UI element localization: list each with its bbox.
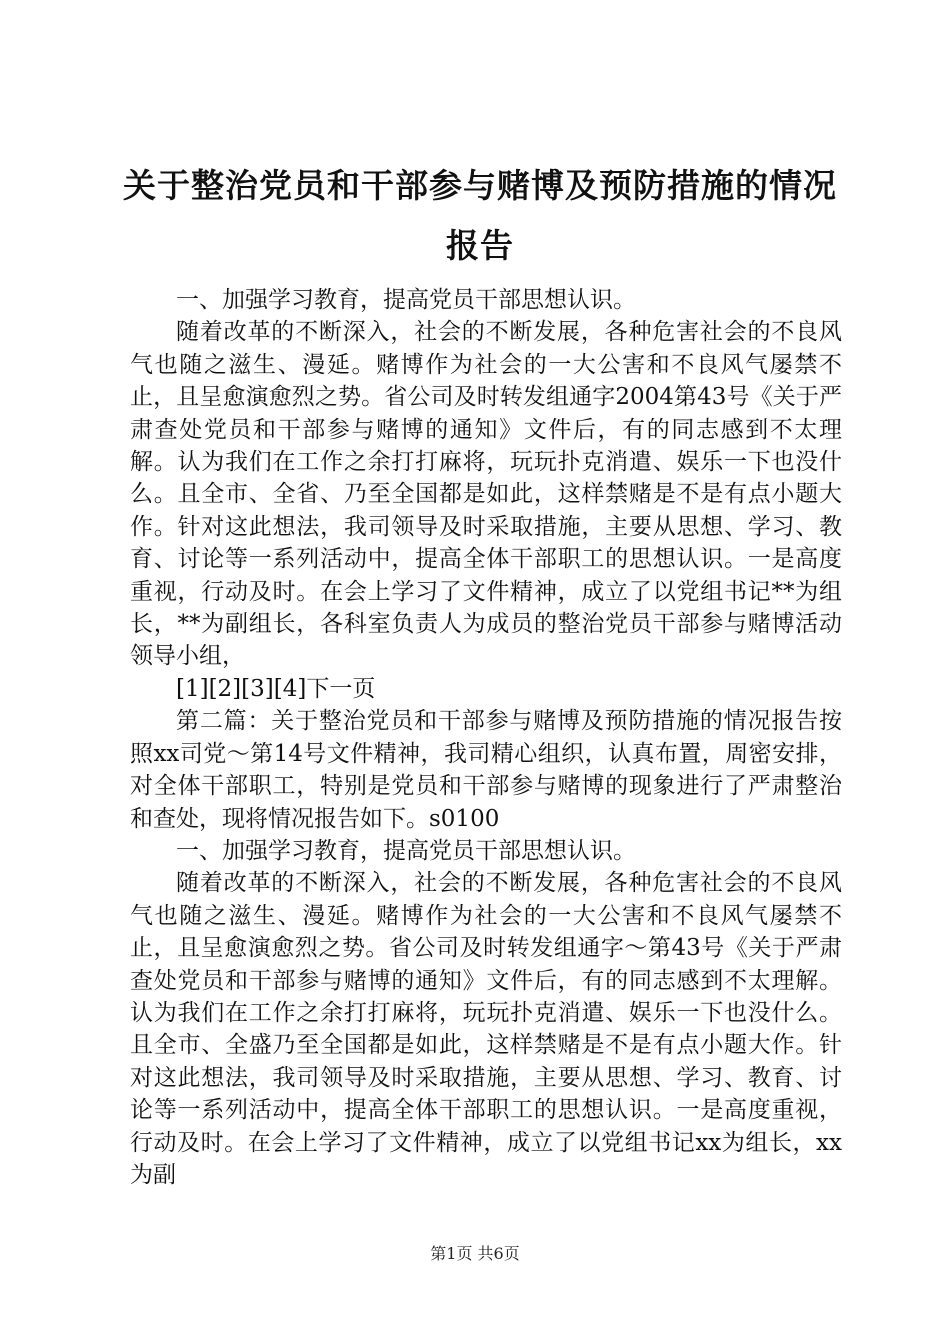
page-navigation-links[interactable]: [1][2][3][4]下一页 bbox=[176, 675, 376, 702]
document-body bbox=[130, 284, 842, 1191]
body-paragraph: 随着改革的不断深入，社会的不断发展，各种危害社会的不良风气也随之滋生、漫延。赌博作为社会的一大公害和不良风气屡禁不止，且呈愈演愈烈之势。省公司及时转发组通字～第43号《关于严肃查处党员和干部参与赌博的通知》文件后，有的同志感到不太理解。认为我们在工作之余打打麻将，玩玩扑克消遣、娱乐一下也没什么。且全市、全盛乃至全国都是如此，这样禁赌是不是有点小题大作。针对这此想法，我司领导及时采取措施，主要从思想、学习、教育、讨论等一系列活动中，提高全体干部职工的思想认识。一是高度重视，行动及时。在会上学习了文件精神，成立了以党组书记xx为组长，xx为副 bbox=[130, 870, 842, 1188]
page-number-footer: 第1页 共6页 bbox=[430, 1244, 520, 1263]
document-title: 关于整治党员和干部参与赌博及预防措施的情况报告 bbox=[123, 166, 837, 265]
body-paragraph: 第二篇：关于整治党员和干部参与赌博及预防措施的情况报告按照xx司党～第14号文件精神，我司精心组织，认真布置，周密安排，对全体干部职工，特别是党员和干部参与赌博的现象进行了严肃整治和查处，现将情况报告如下。s0100 bbox=[130, 708, 842, 832]
body-paragraph: 随着改革的不断深入，社会的不断发展，各种危害社会的不良风气也随之滋生、漫延。赌博作为社会的一大公害和不良风气屡禁不止，且呈愈演愈烈之势。省公司及时转发组通字2004第43号《关于严肃查处党员和干部参与赌博的通知》文件后，有的同志感到不太理解。认为我们在工作之余打打麻将，玩玩扑克消遣、娱乐一下也没什么。且全市、全省、乃至全国都是如此，这样禁赌是不是有点小题大作。针对这此想法，我司领导及时采取措施，主要从思想、学习、教育、讨论等一系列活动中，提高全体干部职工的思想认识。一是高度重视，行动及时。在会上学习了文件精神，成立了以党组书记**为组长，**为副组长，各科室负责人为成员的整治党员干部参与赌博活动领导小组， bbox=[130, 319, 842, 670]
section-heading: 一、加强学习教育，提高党员干部思想认识。 bbox=[176, 287, 636, 313]
section-heading: 一、加强学习教育，提高党员干部思想认识。 bbox=[176, 837, 636, 864]
